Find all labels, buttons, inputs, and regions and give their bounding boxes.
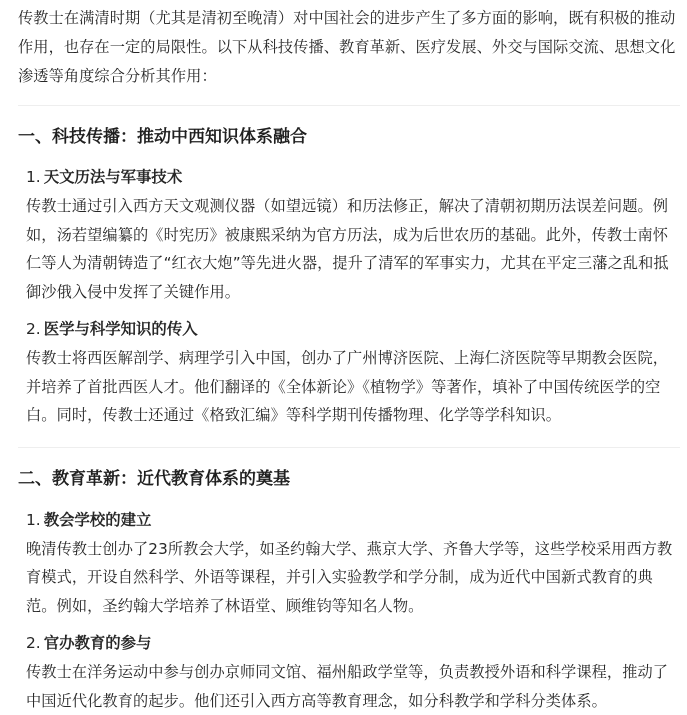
section-divider	[18, 105, 680, 106]
intro-paragraph: 传教士在满清时期（尤其是清初至晚清）对中国社会的进步产生了多方面的影响，既有积极的推动作用，也存在一定的局限性。以下从科技传播、教育革新、医疗发展、外交与国际交流、思想文化渗透等角度综合分析其作用：	[18, 9, 676, 85]
subheading-title: 官办教育的参与	[43, 634, 152, 652]
list-number: 2.	[26, 634, 41, 652]
section-divider	[18, 447, 680, 448]
subheading-church-schools	[18, 509, 687, 531]
list-number: 1.	[26, 510, 41, 529]
subheading-title: 天文历法与军事技术	[43, 168, 183, 186]
paragraph-church-schools: 晚清传教士创办了23所教会大学，如圣约翰大学、燕京大学、齐鲁大学等，这些学校采用西方教育模式，开设自然科学、外语等课程，并引入实验教学和学分制，成为近代中国新式教育的典范。例如，圣约翰大学培养了林语堂、顾维钧等知名人物。	[26, 539, 673, 615]
subheading-medicine	[18, 318, 687, 340]
subheading-title: 教会学校的建立	[43, 510, 152, 529]
subheading-official-education	[18, 632, 687, 654]
paragraph-medicine: 传教士将西医解剖学、病理学引入中国，创办了广州博济医院、上海仁济医院等早期教会医院，并培养了首批西医人才。他们翻译的《全体新论》《植物学》等著作，填补了中国传统医学的空白。同时，传教士还通过《格致汇编》等科学期刊传播物理、化学等学科知识。	[26, 349, 669, 424]
subheading-astronomy	[18, 166, 687, 188]
paragraph-astronomy: 传教士通过引入西方天文观测仪器（如望远镜）和历法修正，解决了清朝初期历法误差问题。例如，汤若望编纂的《时宪历》被康熙采纳为官方历法，成为后世农历的基础。此外，传教士南怀仁等人为清朝铸造了“红衣大炮”等先进火器，提升了清军的军事实力，尤其在平定三藩之乱和抵御沙俄入侵中发挥了关键作用。	[26, 197, 669, 301]
list-number: 2.	[26, 320, 41, 338]
section-heading-science: 一、科技传播：推动中西知识体系融合	[18, 127, 307, 147]
list-number: 1.	[26, 168, 41, 186]
paragraph-official-education: 传教士在洋务运动中参与创办京师同文馆、福州船政学堂等，负责教授外语和科学课程，推动了中国近代化教育的起步。他们还引入西方高等教育理念，如分科教学和学科分类体系。	[26, 663, 669, 710]
section-heading-education: 二、教育革新：近代教育体系的奠基	[18, 468, 290, 489]
subheading-title: 医学与科学知识的传入	[43, 320, 198, 338]
